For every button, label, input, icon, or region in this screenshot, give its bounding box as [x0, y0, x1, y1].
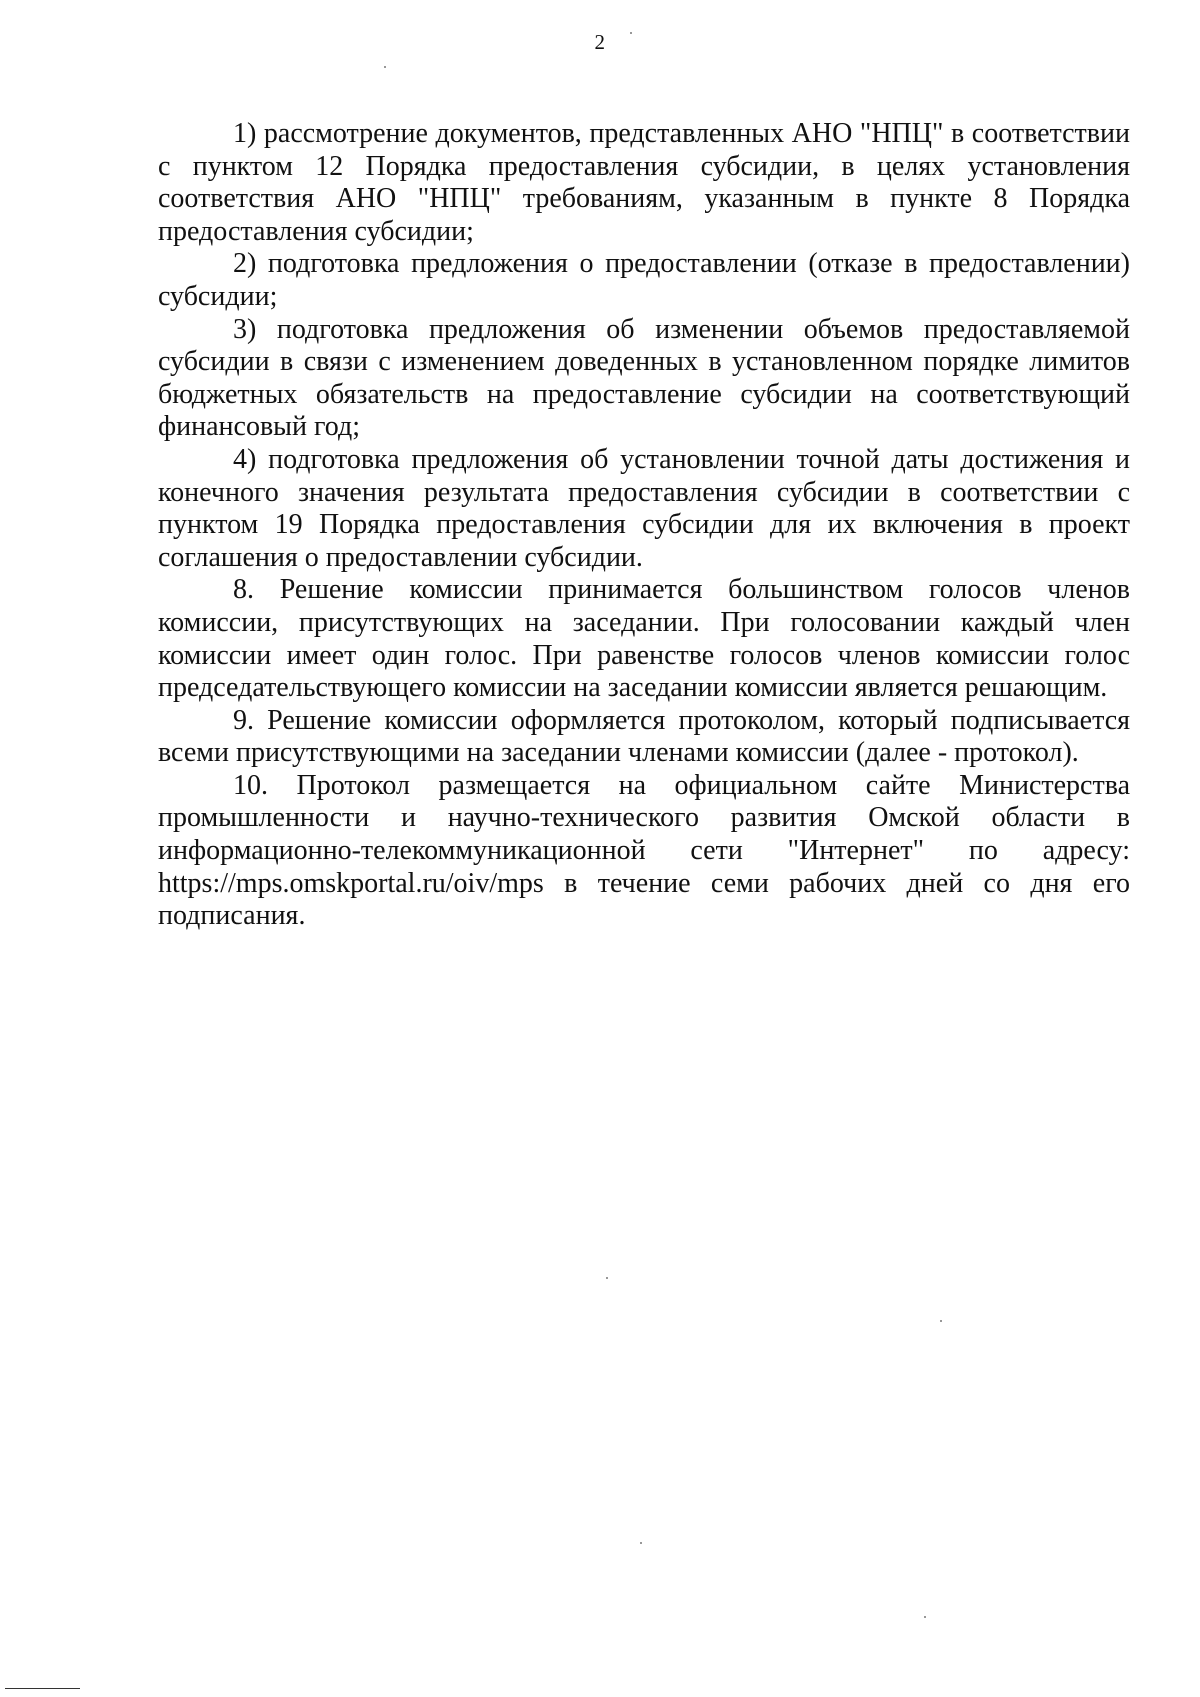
scan-speck: [640, 1542, 642, 1544]
paragraph-item-2: 2) подготовка предложения о предоставлении (отказе в предоставлении) субсидии;: [158, 248, 1130, 312]
document-body: [158, 118, 1130, 933]
paragraph-clause-9: 9. Решение комиссии оформляется протоколом, который подписывается всеми присутствующими на заседании членами комиссии (далее - протокол).: [158, 704, 1130, 769]
paragraph-item-3: 3) подготовка предложения об изменении объемов предоставляемой субсидии в связи с изменением доведенных в установленном порядке лимитов бюджетных обязательств на предоставление субсидии на соответствующий финансовый год;: [158, 313, 1130, 443]
scan-speck: [630, 32, 632, 34]
paragraph-clause-10: 10. Протокол размещается на официальном сайте Министерства промышленности и научно-технического развития Омской области в информационно-телекоммуникационной сети "Интернет" по адресу: https://mps.omskportal.ru/oiv/mps в течение семи рабочих дней со дня его подписания.: [158, 769, 1130, 932]
scan-speck: [384, 66, 386, 68]
page-number: 2: [594, 30, 606, 54]
paragraph-item-1: 1) рассмотрение документов, представленных АНО "НПЦ" в соответствии с пунктом 12 Порядка предоставления субсидии, в целях установления соответствия АНО "НПЦ" требованиям, указанным в пункте 8 Порядка предоставления субсидии;: [158, 118, 1130, 247]
paragraph-clause-8: 8. Решение комиссии принимается большинством голосов членов комиссии, присутствующих на заседании. При голосовании каждый член комиссии имеет один голос. При равенстве голосов членов комиссии голос председательствующего комиссии на заседании комиссии является решающим.: [158, 574, 1130, 704]
paragraph-item-4: 4) подготовка предложения об установлении точной даты достижения и конечного значения результата предоставления субсидии в соответствии с пунктом 19 Порядка предоставления субсидии для их включения в проект соглашения о предоставлении субсидии.: [158, 443, 1130, 573]
scan-speck: [606, 1277, 608, 1279]
scan-speck: [924, 1616, 926, 1618]
footer-rule: [5, 1688, 80, 1689]
scan-speck: [940, 1320, 942, 1322]
